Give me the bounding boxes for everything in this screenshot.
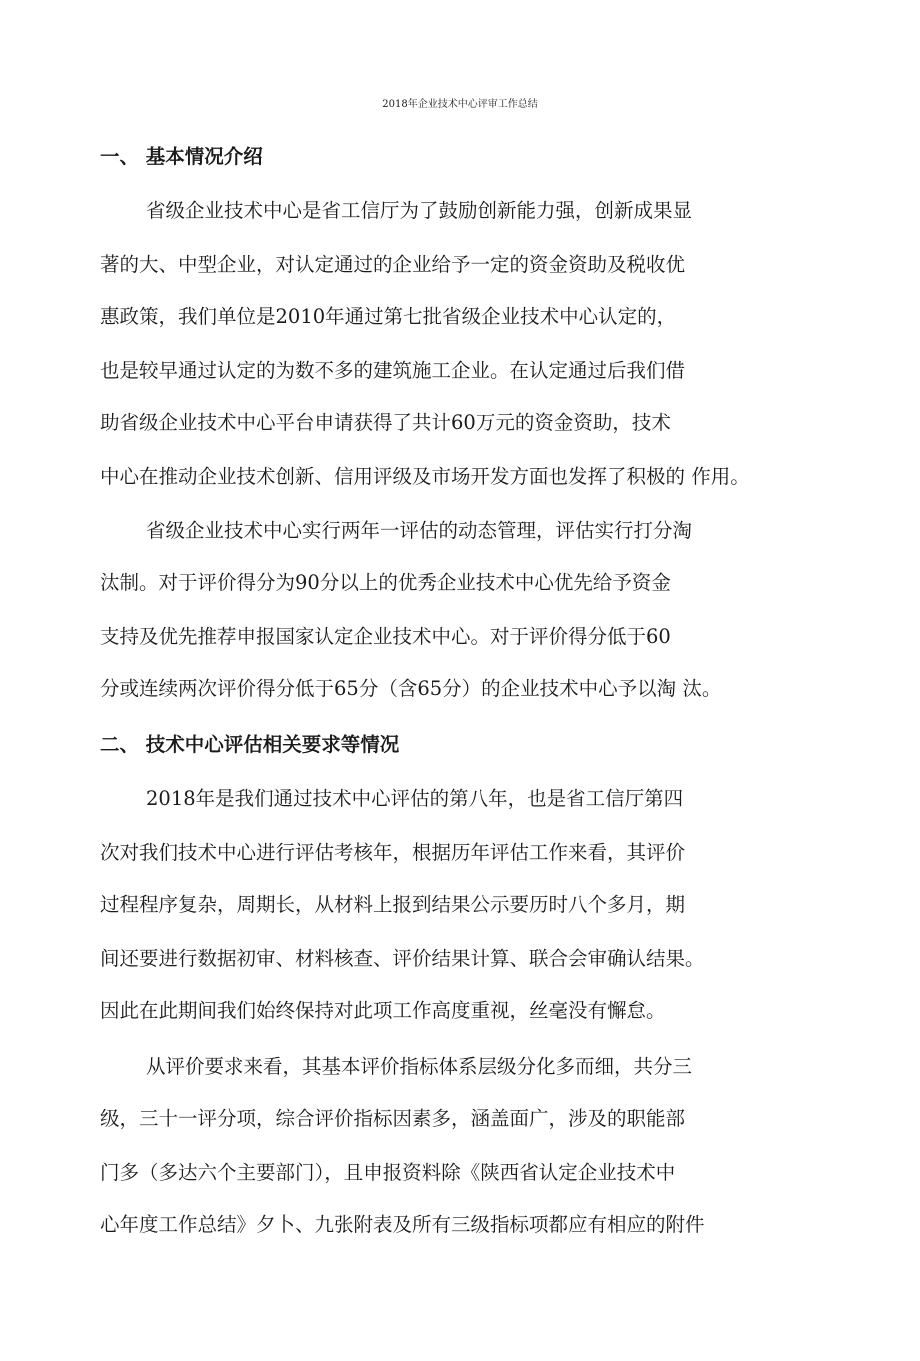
paragraph-line: 汰制。对于评价得分为90分以上的优秀企业技术中心优先给予资金 [100,571,671,594]
paragraph-line: 支持及优先推荐申报国家认定企业技术中心。对于评价得分低于60 [100,625,671,648]
paragraph-line: 省级企业技术中心实行两年一评估的动态管理，评估实行打分淘 [146,519,693,542]
paragraph-line: 也是较早通过认定的为数不多的建筑施工企业。在认定通过后我们借 [100,359,686,382]
document-title: 2018年企业技术中心评审工作总结 [382,99,538,110]
paragraph-line: 心年度工作总结》夕卜、九张附表及所有三级指标项都应有相应的附件 [100,1213,705,1236]
paragraph-line: 间还要进行数据初审、材料核查、评价结果计算、联合会审确认结果。 [100,947,705,970]
paragraph-line: 门多（多达六个主要部门），且申报资料除《陕西省认定企业技术中 [100,1161,676,1184]
section-2-heading: 二、 技术中心评估相关要求等情况 [100,733,400,756]
section-1-heading: 一、 基本情况介绍 [100,145,263,168]
paragraph-line: 过程程序复杂，周期长，从材料上报到结果公示要历时八个多月，期 [100,893,686,916]
paragraph-line: 著的大、中型企业，对认定通过的企业给予一定的资金资助及税收优 [100,253,686,276]
paragraph-line: 级，三十一评分项，综合评价指标因素多，涵盖面广，涉及的职能部 [100,1107,686,1130]
paragraph-line: 因此在此期间我们始终保持对此项工作高度重视，丝毫没有懈怠。 [100,999,666,1022]
paragraph-line: 助省级企业技术中心平台申请获得了共计60万元的资金资助，技术 [100,411,671,434]
paragraph-line: 中心在推动企业技术创新、信用评级及市场开发方面也发挥了积极的 作用。 [100,465,750,488]
paragraph-line: 2018年是我们通过技术中心评估的第八年，也是省工信厅第四 [146,787,684,810]
paragraph-line: 惠政策，我们单位是2010年通过第七批省级企业技术中心认定的， [100,305,677,328]
paragraph-line: 次对我们技术中心进行评估考核年，根据历年评估工作来看，其评价 [100,841,686,864]
paragraph-line: 省级企业技术中心是省工信厅为了鼓励创新能力强，创新成果显 [146,199,693,222]
paragraph-line: 分或连续两次评价得分低于65分（含65分）的企业技术中心予以淘 汰。 [100,677,722,700]
paragraph-line: 从评价要求来看，其基本评价指标体系层级分化多而细，共分三 [146,1055,693,1078]
